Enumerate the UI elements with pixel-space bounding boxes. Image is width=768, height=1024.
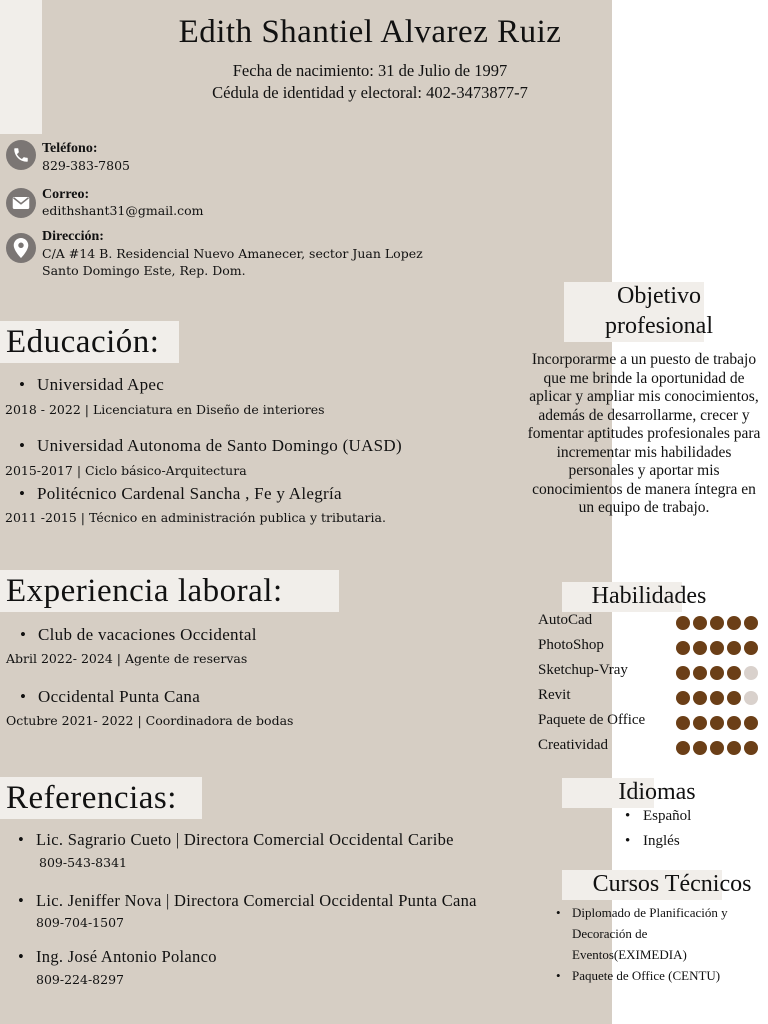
rating-dot-filled	[693, 641, 707, 655]
rating-dot-filled	[744, 641, 758, 655]
course-item-1: • Diplomado de Planificación y Decoración de Eventos(EXIMEDIA)	[572, 902, 762, 965]
education-item-1: • Universidad Apec	[37, 375, 164, 395]
address-line-2: Santo Domingo Este, Rep. Dom.	[42, 263, 246, 278]
location-pin-icon	[6, 233, 36, 263]
education-item-3: • Politécnico Cardenal Sancha , Fe y Alegría	[37, 484, 342, 504]
phone-label: Teléfono:	[42, 141, 98, 156]
rating-dot-filled	[727, 691, 741, 705]
skill-rating	[676, 641, 758, 655]
course-item-2: • Paquete de Office (CENTU)	[572, 965, 762, 986]
reference-item-2: • Lic. Jeniffer Nova | Directora Comercial Occidental Punta Cana	[36, 891, 477, 911]
address-label: Dirección:	[42, 229, 104, 244]
education-detail-2: 2015-2017 | Ciclo básico-Arquitectura	[5, 463, 247, 478]
skill-name: Revit	[538, 687, 571, 703]
rating-dot-filled	[710, 666, 724, 680]
language-item-2: • Inglés	[643, 833, 680, 850]
languages-title: Idiomas	[618, 779, 696, 805]
reference-phone-2: 809-704-1507	[36, 915, 124, 930]
objective-text: Incorporarme a un puesto de trabajo que me brinde la oportunidad de aplicar y ampliar mis conocimientos, además de desarrollarme, crecer y fomentar aptitudes profesionales para incrementar mis habilidades personales y aportar mis conocimientos de manera íntegra en un equipo de trabajo.	[527, 351, 761, 516]
rating-dot-empty	[744, 666, 758, 680]
courses-title: Cursos Técnicos	[592, 871, 752, 897]
skill-name: AutoCad	[538, 612, 593, 628]
rating-dot-filled	[710, 616, 724, 630]
experience-item-1: • Club de vacaciones Occidental	[38, 625, 257, 645]
reference-item-3: • Ing. José Antonio Polanco	[36, 947, 217, 967]
reference-phone-1: 809-543-8341	[39, 855, 127, 870]
phone-icon	[6, 140, 36, 170]
address-line-1: C/A #14 B. Residencial Nuevo Amanecer, sector Juan Lopez	[42, 246, 423, 261]
rating-dot-filled	[710, 716, 724, 730]
experience-detail-1: Abril 2022- 2024 | Agente de reservas	[6, 651, 248, 666]
rating-dot-filled	[676, 641, 690, 655]
skill-name: Sketchup-Vray	[538, 662, 628, 678]
skill-name: Creatividad	[538, 737, 608, 753]
skill-rating	[676, 741, 758, 755]
rating-dot-filled	[710, 691, 724, 705]
rating-dot-filled	[676, 616, 690, 630]
skills-title: Habilidades	[591, 583, 707, 609]
rating-dot-filled	[727, 666, 741, 680]
rating-dot-filled	[676, 716, 690, 730]
objective-title-line-2: profesional	[605, 313, 713, 339]
candidate-name: Edith Shantiel Alvarez Ruiz	[178, 14, 562, 50]
language-item-1: • Español	[643, 808, 691, 825]
rating-dot-filled	[727, 716, 741, 730]
header-accent-strip	[0, 0, 42, 134]
education-item-2: • Universidad Autonoma de Santo Domingo (UASD)	[37, 436, 402, 456]
experience-item-2: • Occidental Punta Cana	[38, 687, 200, 707]
education-heading: Educación:	[0, 321, 179, 363]
reference-phone-3: 809-224-8297	[36, 972, 124, 987]
id-number: Cédula de identidad y electoral: 402-3473877-7	[212, 83, 528, 102]
rating-dot-filled	[693, 691, 707, 705]
phone-value: 829-383-7805	[42, 158, 130, 173]
education-detail-3: 2011 -2015 | Técnico en administración publica y tributaria.	[5, 510, 386, 525]
skill-rating	[676, 666, 758, 680]
experience-heading: Experiencia laboral:	[0, 570, 339, 612]
rating-dot-empty	[744, 691, 758, 705]
education-detail-1: 2018 - 2022 | Licenciatura en Diseño de interiores	[5, 402, 325, 417]
rating-dot-filled	[727, 616, 741, 630]
skill-rating	[676, 716, 758, 730]
rating-dot-filled	[710, 741, 724, 755]
rating-dot-filled	[693, 741, 707, 755]
experience-detail-2: Octubre 2021- 2022 | Coordinadora de bodas	[6, 713, 294, 728]
rating-dot-filled	[727, 741, 741, 755]
rating-dot-filled	[744, 716, 758, 730]
rating-dot-filled	[710, 641, 724, 655]
email-icon	[6, 188, 36, 218]
skill-rating	[676, 691, 758, 705]
rating-dot-filled	[727, 641, 741, 655]
email-label: Correo:	[42, 187, 90, 202]
skill-name: PhotoShop	[538, 637, 604, 653]
rating-dot-filled	[693, 616, 707, 630]
skill-name: Paquete de Office	[538, 712, 646, 728]
objective-title-line-1: Objetivo	[617, 283, 701, 309]
rating-dot-filled	[676, 691, 690, 705]
rating-dot-filled	[676, 666, 690, 680]
reference-item-1: • Lic. Sagrario Cueto | Directora Comercial Occidental Caribe	[36, 830, 454, 850]
rating-dot-filled	[693, 716, 707, 730]
skill-rating	[676, 616, 758, 630]
rating-dot-filled	[676, 741, 690, 755]
rating-dot-filled	[744, 616, 758, 630]
rating-dot-filled	[693, 666, 707, 680]
rating-dot-filled	[744, 741, 758, 755]
references-heading: Referencias:	[0, 777, 202, 819]
birth-date: Fecha de nacimiento: 31 de Julio de 1997	[232, 61, 508, 80]
email-value: edithshant31@gmail.com	[42, 203, 204, 218]
